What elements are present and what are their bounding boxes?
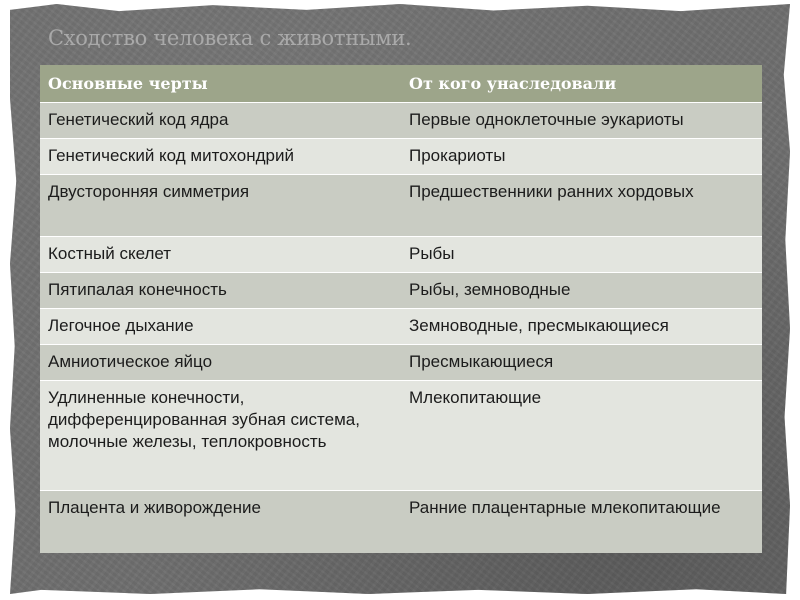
origin-cell: Пресмыкающиеся xyxy=(409,352,554,371)
trait-cell: Пятипалая конечность xyxy=(48,280,227,299)
trait-cell: Генетический код ядра xyxy=(48,110,229,129)
table-row xyxy=(40,491,762,553)
table-row xyxy=(40,237,762,273)
table-row xyxy=(40,309,762,345)
trait-cell: Легочное дыхание xyxy=(48,316,194,335)
header-traits: Основные черты xyxy=(48,74,208,93)
origin-cell: Рыбы, земноводные xyxy=(409,280,571,299)
table-row xyxy=(40,139,762,175)
origin-cell: Первые одноклеточные эукариоты xyxy=(409,110,684,129)
origin-cell: Прокариоты xyxy=(409,146,506,165)
traits-table xyxy=(40,65,762,573)
table-header-row xyxy=(40,65,762,103)
trait-cell: Костный скелет xyxy=(48,244,172,263)
trait-cell: Плацента и живорождение xyxy=(48,498,261,517)
slide-title: Сходство человека с животными. xyxy=(48,26,412,50)
table-row xyxy=(40,381,762,491)
trait-cell: Удлиненные конечности, дифференцированная зубная система, молочные железы, теплокровность xyxy=(48,388,360,451)
origin-cell: Предшественники ранних хордовых xyxy=(409,182,694,201)
header-inherited-from: От кого унаследовали xyxy=(409,74,617,93)
table-row xyxy=(40,103,762,139)
trait-cell: Двусторонняя симметрия xyxy=(48,182,250,201)
origin-cell: Земноводные, пресмыкающиеся xyxy=(409,316,669,335)
table-row xyxy=(40,345,762,381)
origin-cell: Рыбы xyxy=(409,244,455,263)
table-row xyxy=(40,175,762,237)
table-row xyxy=(40,273,762,309)
trait-cell: Генетический код митохондрий xyxy=(48,146,294,165)
origin-cell: Млекопитающие xyxy=(409,388,542,407)
origin-cell: Ранние плацентарные млекопитающие xyxy=(409,498,721,517)
trait-cell: Амниотическое яйцо xyxy=(48,352,213,371)
